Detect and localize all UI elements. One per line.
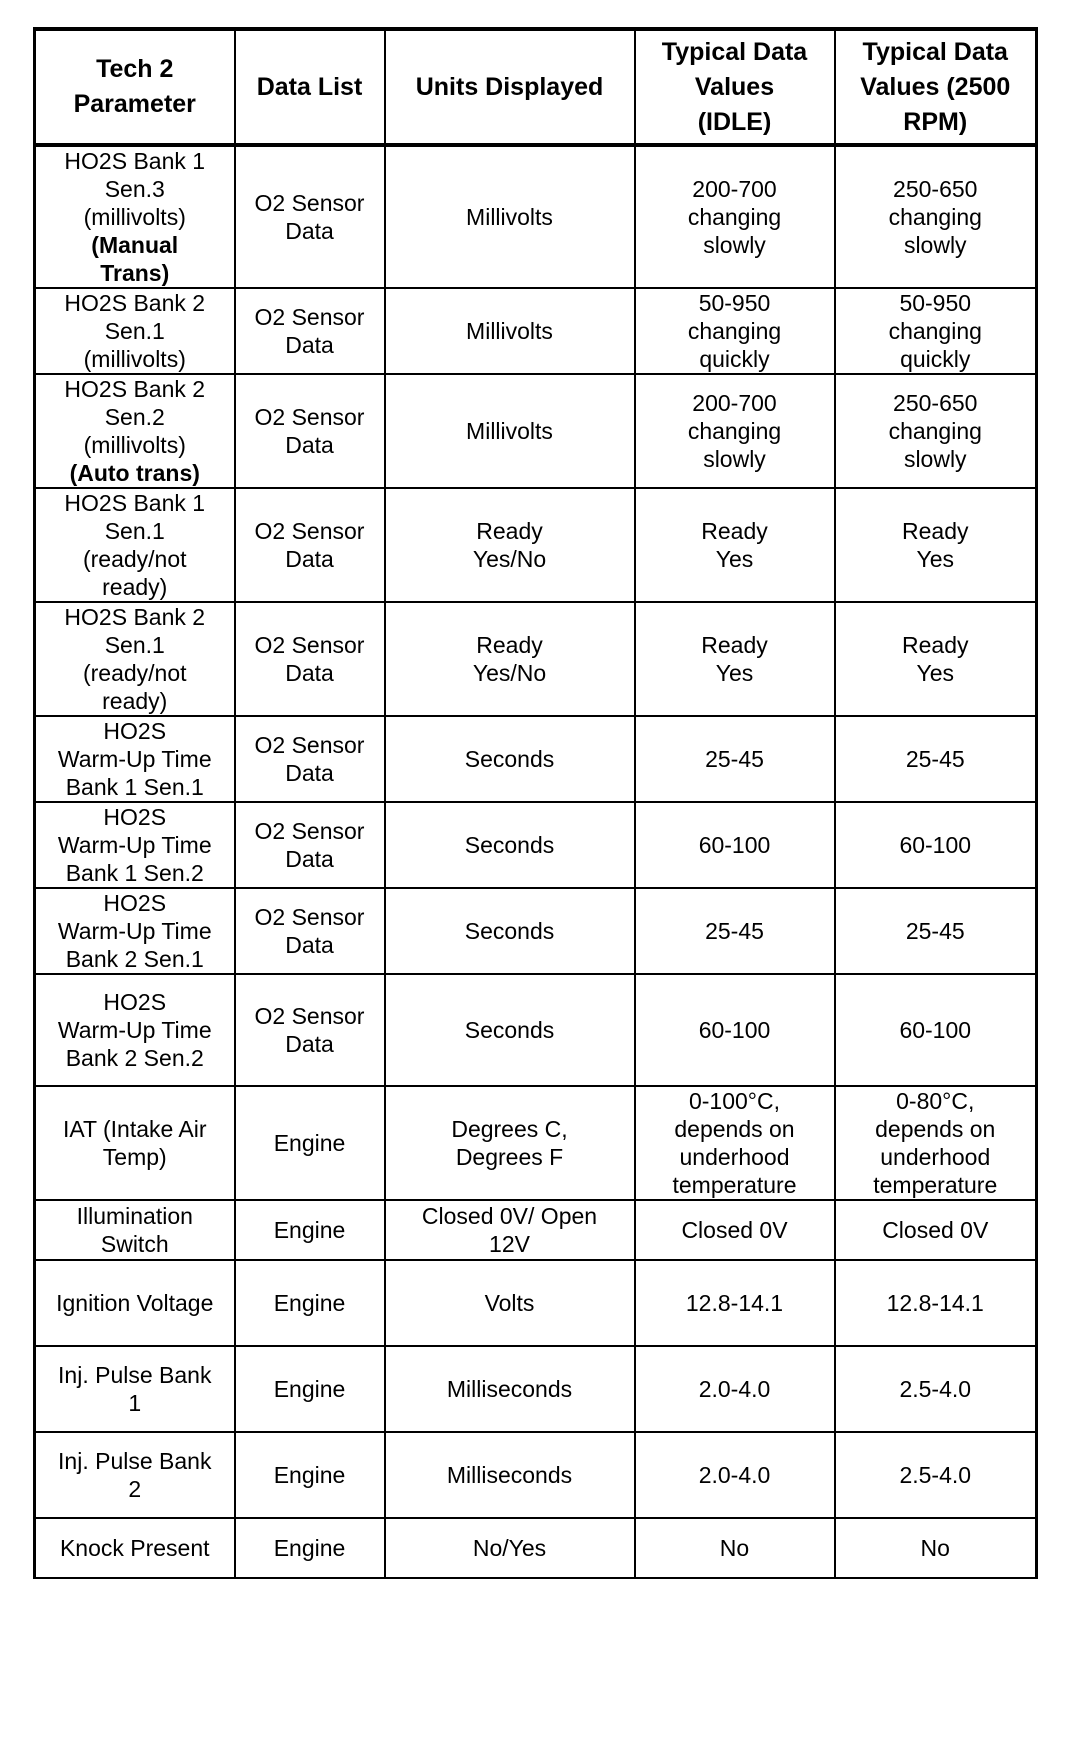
cell-text-line: 50-950 xyxy=(698,290,771,316)
cell-text-line: (ready/not xyxy=(82,546,187,572)
cell-idle-value xyxy=(635,1432,835,1518)
cell-text-line: Engine xyxy=(273,1376,346,1402)
cell-text-line: O2 Sensor xyxy=(254,818,365,844)
table-body xyxy=(35,145,1037,1578)
cell-text-line: depends on xyxy=(674,1116,795,1142)
cell-text-line: O2 Sensor xyxy=(254,518,365,544)
cell-parameter xyxy=(35,1432,235,1518)
table-row xyxy=(35,1346,1037,1432)
cell-text-line: Ready xyxy=(701,518,768,544)
cell-text-line: changing xyxy=(888,204,982,230)
cell-text-line: Seconds xyxy=(464,918,555,944)
cell-2500rpm-value xyxy=(835,1260,1037,1346)
cell-text-line: Yes/No xyxy=(472,546,547,572)
cell-units xyxy=(385,1200,635,1260)
table-row xyxy=(35,1200,1037,1260)
cell-text-line: 2.0-4.0 xyxy=(698,1462,771,1488)
cell-idle-value xyxy=(635,1086,835,1200)
cell-2500rpm-value xyxy=(835,488,1037,602)
parameter-transmission-note: Trans) xyxy=(100,260,170,286)
cell-text-line: O2 Sensor xyxy=(254,190,365,216)
cell-text-line: changing xyxy=(687,418,782,444)
cell-text-line: 1 xyxy=(128,1390,142,1416)
cell-text-line: underhood xyxy=(679,1144,790,1170)
cell-text-line: HO2S xyxy=(103,718,167,744)
cell-text-line: Millivolts xyxy=(466,318,553,344)
cell-idle-value xyxy=(635,288,835,374)
table-row xyxy=(35,974,1037,1086)
cell-text-line: Data xyxy=(285,332,334,358)
cell-text-line: 2.5-4.0 xyxy=(899,1376,972,1402)
cell-text-line: slowly xyxy=(903,232,967,258)
cell-text-line: Illumination xyxy=(76,1203,193,1229)
cell-parameter xyxy=(35,1518,235,1578)
cell-text-line: Volts xyxy=(484,1290,535,1316)
cell-idle-value xyxy=(635,145,835,288)
cell-text-line: IAT (Intake Air xyxy=(62,1116,207,1142)
cell-text-line: Ignition Voltage xyxy=(56,1290,214,1316)
cell-text-line: Yes xyxy=(715,660,754,686)
cell-text-line: Inj. Pulse Bank xyxy=(58,1448,212,1474)
cell-parameter xyxy=(35,1200,235,1260)
cell-2500rpm-value xyxy=(835,374,1037,488)
cell-units xyxy=(385,288,635,374)
cell-text-line: (millivolts) xyxy=(83,204,186,230)
cell-units xyxy=(385,1346,635,1432)
cell-text-line: No xyxy=(920,1535,950,1561)
cell-data-list xyxy=(235,145,385,288)
cell-data-list xyxy=(235,374,385,488)
cell-idle-value xyxy=(635,374,835,488)
cell-text-line: Data xyxy=(285,546,334,572)
cell-parameter xyxy=(35,602,235,716)
cell-text-line: HO2S Bank 1 xyxy=(64,490,206,516)
cell-data-list xyxy=(235,488,385,602)
cell-text-line: Yes xyxy=(916,546,955,572)
cell-text-line: Bank 2 Sen.2 xyxy=(65,1045,204,1071)
table-row xyxy=(35,716,1037,802)
parameter-transmission-note: (Manual xyxy=(91,232,179,258)
cell-units xyxy=(385,374,635,488)
cell-text-line: HO2S xyxy=(103,804,167,830)
cell-text-line: Degrees F xyxy=(455,1144,564,1170)
cell-text-line: HO2S Bank 1 xyxy=(64,148,206,174)
cell-text-line: depends on xyxy=(875,1116,996,1142)
cell-text-line: temperature xyxy=(672,1172,797,1198)
cell-text-line: changing xyxy=(888,418,982,444)
cell-text-line: Yes xyxy=(715,546,754,572)
cell-units xyxy=(385,1086,635,1200)
cell-text-line: Milliseconds xyxy=(446,1462,573,1488)
table-row xyxy=(35,1086,1037,1200)
cell-text-line: Engine xyxy=(273,1130,346,1156)
cell-text-line: Sen.1 xyxy=(104,518,165,544)
cell-text-line: 25-45 xyxy=(705,918,764,944)
cell-idle-value xyxy=(635,1346,835,1432)
cell-text-line: Engine xyxy=(273,1535,346,1561)
cell-idle-value xyxy=(635,888,835,974)
cell-idle-value xyxy=(635,1260,835,1346)
cell-text-line: No xyxy=(719,1535,750,1561)
cell-units xyxy=(385,716,635,802)
cell-parameter xyxy=(35,888,235,974)
cell-text-line: Bank 2 Sen.1 xyxy=(65,946,204,972)
cell-text-line: Ready xyxy=(701,632,768,658)
cell-text-line: slowly xyxy=(703,232,766,258)
cell-idle-value xyxy=(635,802,835,888)
cell-2500rpm-value xyxy=(835,802,1037,888)
cell-text-line: 12.8-14.1 xyxy=(685,1290,784,1316)
cell-units xyxy=(385,974,635,1086)
cell-text-line: Data xyxy=(285,432,334,458)
table-row xyxy=(35,374,1037,488)
cell-text-line: changing xyxy=(687,204,782,230)
cell-text-line: Sen.1 xyxy=(104,632,165,658)
cell-data-list xyxy=(235,888,385,974)
cell-text-line: (millivolts) xyxy=(83,432,186,458)
cell-text-line: Data xyxy=(285,760,334,786)
cell-text-line: 60-100 xyxy=(698,1017,771,1043)
cell-text-line: Seconds xyxy=(464,1017,555,1043)
table-row xyxy=(35,145,1037,288)
header-row xyxy=(35,29,1037,145)
cell-units xyxy=(385,888,635,974)
cell-text-line: Data xyxy=(285,1031,334,1057)
cell-text-line: 25-45 xyxy=(705,746,764,772)
cell-text-line: Bank 1 Sen.2 xyxy=(65,860,204,886)
cell-text-line: Temp) xyxy=(102,1144,167,1170)
cell-parameter xyxy=(35,802,235,888)
cell-2500rpm-value xyxy=(835,1432,1037,1518)
cell-units xyxy=(385,488,635,602)
cell-text-line: Degrees C, xyxy=(451,1116,568,1142)
cell-units xyxy=(385,145,635,288)
cell-units xyxy=(385,802,635,888)
header-typical-idle: Typical Data Values (IDLE) xyxy=(635,29,835,145)
cell-text-line: slowly xyxy=(703,446,766,472)
table-row xyxy=(35,888,1037,974)
header-units-displayed: Units Displayed xyxy=(385,29,635,145)
cell-text-line: 250-650 xyxy=(893,176,978,202)
cell-text-line: Seconds xyxy=(464,832,555,858)
cell-2500rpm-value xyxy=(835,1346,1037,1432)
cell-data-list xyxy=(235,716,385,802)
cell-text-line: Warm-Up Time xyxy=(57,1017,212,1043)
cell-text-line: Ready xyxy=(902,632,969,658)
cell-text-line: (ready/not xyxy=(82,660,187,686)
cell-2500rpm-value xyxy=(835,1086,1037,1200)
cell-text-line: 200-700 xyxy=(692,390,777,416)
cell-parameter xyxy=(35,145,235,288)
cell-data-list xyxy=(235,1346,385,1432)
cell-text-line: 12.8-14.1 xyxy=(886,1290,984,1316)
cell-text-line: 25-45 xyxy=(905,746,965,772)
table-row xyxy=(35,488,1037,602)
cell-2500rpm-value xyxy=(835,145,1037,288)
cell-text-line: Engine xyxy=(273,1217,346,1243)
cell-units xyxy=(385,602,635,716)
cell-text-line: Ready xyxy=(476,518,543,544)
cell-text-line: Data xyxy=(285,846,334,872)
cell-parameter xyxy=(35,374,235,488)
cell-text-line: O2 Sensor xyxy=(254,732,365,758)
cell-text-line: Switch xyxy=(100,1231,169,1257)
cell-text-line: 60-100 xyxy=(899,832,972,858)
cell-text-line: HO2S Bank 2 xyxy=(64,290,206,316)
cell-text-line: (millivolts) xyxy=(83,346,186,372)
cell-text-line: changing xyxy=(687,318,782,344)
cell-text-line: Closed 0V xyxy=(882,1217,989,1243)
cell-parameter xyxy=(35,1086,235,1200)
table-row xyxy=(35,1260,1037,1346)
cell-text-line: slowly xyxy=(903,446,967,472)
cell-text-line: Warm-Up Time xyxy=(57,746,212,772)
cell-text-line: Yes xyxy=(916,660,955,686)
cell-text-line: 25-45 xyxy=(905,918,965,944)
cell-text-line: Milliseconds xyxy=(446,1376,573,1402)
tech2-data-table xyxy=(33,27,1038,1579)
cell-text-line: Data xyxy=(285,932,334,958)
cell-parameter xyxy=(35,1260,235,1346)
cell-data-list xyxy=(235,974,385,1086)
cell-text-line: underhood xyxy=(880,1144,991,1170)
cell-text-line: Ready xyxy=(476,632,543,658)
cell-units xyxy=(385,1260,635,1346)
cell-idle-value xyxy=(635,1200,835,1260)
data-table-sheet xyxy=(33,27,1035,1579)
cell-text-line: No/Yes xyxy=(472,1535,547,1561)
cell-parameter xyxy=(35,974,235,1086)
cell-text-line: HO2S Bank 2 xyxy=(64,604,206,630)
cell-text-line: Data xyxy=(285,660,334,686)
cell-text-line: 200-700 xyxy=(692,176,777,202)
cell-text-line: 12V xyxy=(489,1231,530,1257)
table-row xyxy=(35,802,1037,888)
parameter-transmission-note: (Auto trans) xyxy=(69,460,200,486)
cell-text-line: 2.5-4.0 xyxy=(899,1462,972,1488)
cell-text-line: temperature xyxy=(873,1172,998,1198)
cell-units xyxy=(385,1432,635,1518)
cell-text-line: O2 Sensor xyxy=(254,304,365,330)
cell-text-line: Ready xyxy=(902,518,969,544)
cell-idle-value xyxy=(635,488,835,602)
cell-text-line: quickly xyxy=(900,346,971,372)
cell-parameter xyxy=(35,716,235,802)
cell-2500rpm-value xyxy=(835,974,1037,1086)
cell-2500rpm-value xyxy=(835,716,1037,802)
cell-text-line: 60-100 xyxy=(899,1017,972,1043)
cell-text-line: Seconds xyxy=(464,746,555,772)
cell-text-line: Sen.1 xyxy=(104,318,165,344)
cell-idle-value xyxy=(635,716,835,802)
cell-text-line: 60-100 xyxy=(698,832,771,858)
cell-text-line: Inj. Pulse Bank xyxy=(58,1362,212,1388)
cell-data-list xyxy=(235,602,385,716)
cell-text-line: Yes/No xyxy=(472,660,547,686)
cell-2500rpm-value xyxy=(835,602,1037,716)
table-row xyxy=(35,602,1037,716)
cell-2500rpm-value xyxy=(835,1200,1037,1260)
cell-text-line: ready) xyxy=(102,688,168,714)
cell-data-list xyxy=(235,1086,385,1200)
cell-text-line: quickly xyxy=(699,346,770,372)
cell-text-line: Millivolts xyxy=(466,418,553,444)
cell-data-list xyxy=(235,288,385,374)
cell-text-line: Engine xyxy=(273,1462,346,1488)
cell-text-line: 0-80°C, xyxy=(896,1088,975,1114)
cell-text-line: Engine xyxy=(273,1290,346,1316)
cell-text-line: O2 Sensor xyxy=(254,1003,365,1029)
cell-text-line: 2 xyxy=(128,1476,142,1502)
cell-data-list xyxy=(235,802,385,888)
cell-text-line: Knock Present xyxy=(59,1535,210,1561)
cell-text-line: 0-100°C, xyxy=(688,1088,781,1114)
cell-text-line: HO2S xyxy=(103,989,167,1015)
header-typical-2500rpm: Typical Data Values (2500 RPM) xyxy=(835,29,1037,145)
cell-idle-value xyxy=(635,974,835,1086)
cell-2500rpm-value xyxy=(835,288,1037,374)
cell-units xyxy=(385,1518,635,1578)
cell-text-line: HO2S Bank 2 xyxy=(64,376,206,402)
cell-text-line: 250-650 xyxy=(893,390,978,416)
cell-text-line: O2 Sensor xyxy=(254,632,365,658)
cell-idle-value xyxy=(635,1518,835,1578)
cell-text-line: O2 Sensor xyxy=(254,904,365,930)
cell-text-line: Closed 0V/ Open xyxy=(421,1203,598,1229)
cell-text-line: Warm-Up Time xyxy=(57,918,212,944)
cell-parameter xyxy=(35,488,235,602)
cell-text-line: changing xyxy=(888,318,982,344)
cell-parameter xyxy=(35,1346,235,1432)
cell-text-line: 50-950 xyxy=(899,290,972,316)
cell-text-line: Warm-Up Time xyxy=(57,832,212,858)
cell-text-line: HO2S xyxy=(103,890,167,916)
table-row xyxy=(35,1518,1037,1578)
cell-data-list xyxy=(235,1518,385,1578)
cell-2500rpm-value xyxy=(835,1518,1037,1578)
cell-text-line: Data xyxy=(285,218,334,244)
cell-text-line: 2.0-4.0 xyxy=(698,1376,771,1402)
header-data-list: Data List xyxy=(235,29,385,145)
header-tech2-parameter: Tech 2 Parameter xyxy=(35,29,235,145)
cell-text-line: O2 Sensor xyxy=(254,404,365,430)
cell-text-line: Sen.2 xyxy=(104,404,165,430)
cell-2500rpm-value xyxy=(835,888,1037,974)
cell-text-line: ready) xyxy=(102,574,168,600)
cell-text-line: Sen.3 xyxy=(104,176,165,202)
cell-data-list xyxy=(235,1432,385,1518)
cell-parameter xyxy=(35,288,235,374)
cell-text-line: Bank 1 Sen.1 xyxy=(65,774,204,800)
cell-idle-value xyxy=(635,602,835,716)
cell-data-list xyxy=(235,1260,385,1346)
cell-data-list xyxy=(235,1200,385,1260)
cell-text-line: Closed 0V xyxy=(681,1217,788,1243)
cell-text-line: Millivolts xyxy=(466,204,553,230)
table-row xyxy=(35,1432,1037,1518)
table-row xyxy=(35,288,1037,374)
